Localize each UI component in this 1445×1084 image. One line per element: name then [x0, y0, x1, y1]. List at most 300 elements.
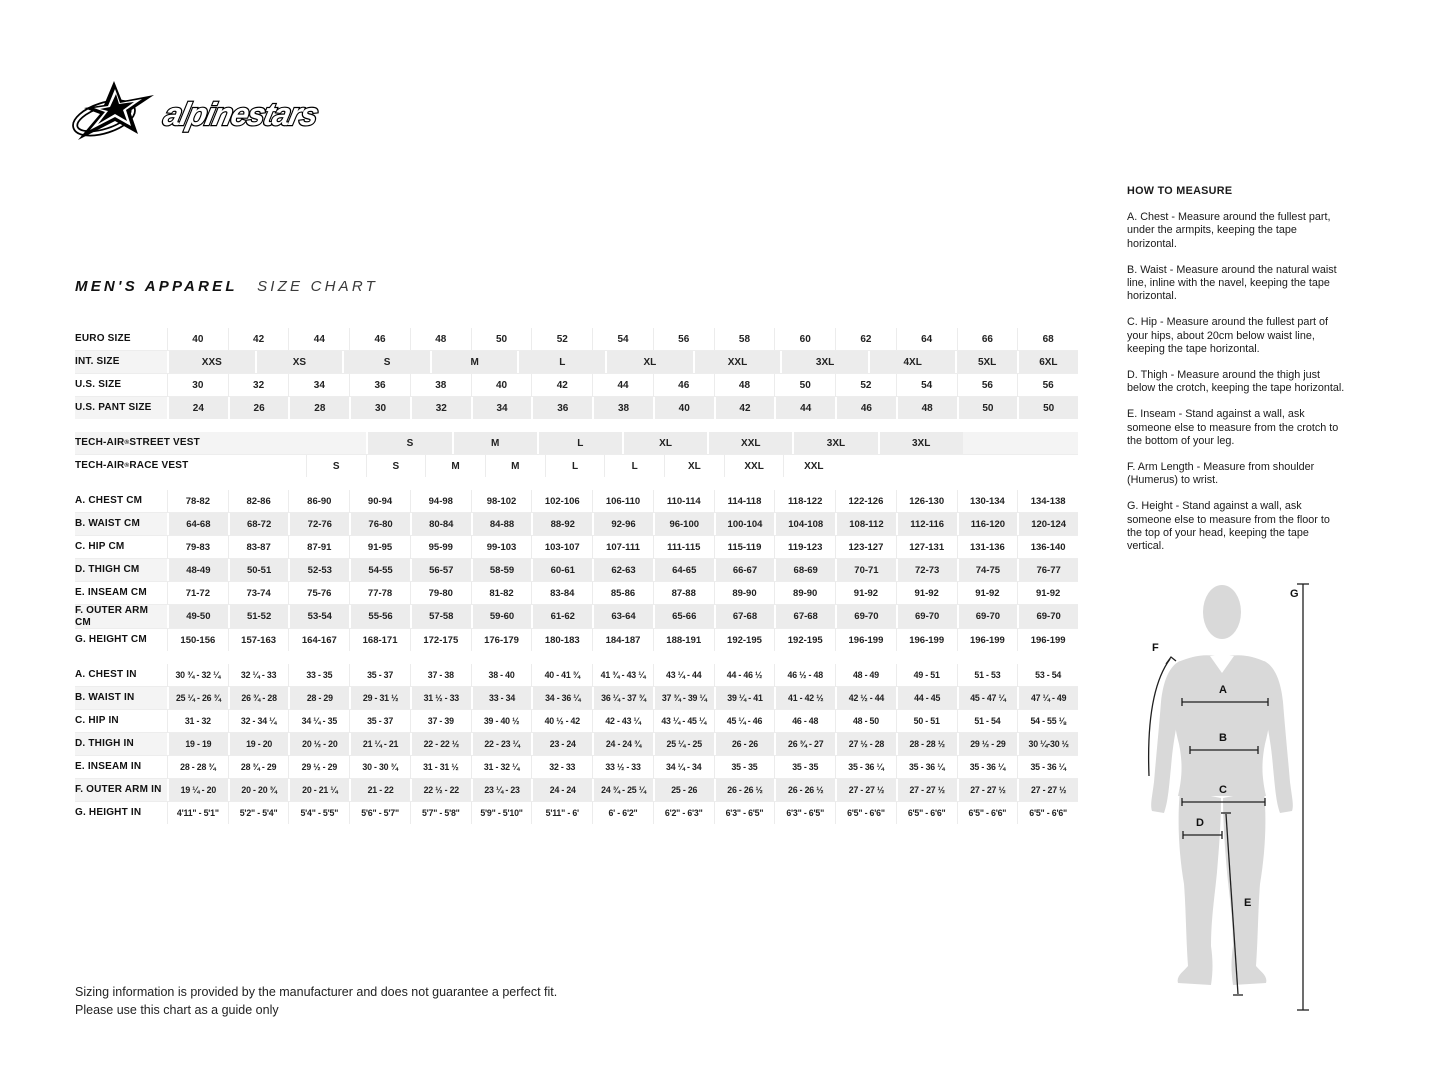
size-cell: 91-92: [835, 582, 896, 604]
size-cell: 104-108: [774, 513, 835, 535]
table-row: [75, 396, 1078, 419]
size-cell: 192-195: [774, 629, 835, 651]
size-cell: 6'2" - 6'3": [653, 802, 714, 824]
size-cell: 31 - 31 ½: [410, 756, 471, 778]
size-cell: 79-80: [410, 582, 471, 604]
size-cell: 27 - 27 ½: [1017, 779, 1078, 801]
figure-label-arm: F: [1152, 642, 1159, 654]
size-cell: 45 - 47 ¼: [957, 687, 1018, 709]
size-cell: 30: [167, 374, 228, 396]
size-cell: 127-131: [896, 536, 957, 558]
size-cell: 91-92: [896, 582, 957, 604]
row-label: C. HIP IN: [75, 715, 119, 727]
size-cell: 35 - 37: [349, 664, 410, 686]
row-label: TECH-AIR ® STREET VEST: [75, 437, 200, 449]
size-cell: 51 - 53: [957, 664, 1018, 686]
size-cell: 5'4" - 5'5": [288, 802, 349, 824]
size-cell: 3XL: [780, 351, 868, 373]
size-cell: 56: [957, 374, 1018, 396]
size-cell: 35 - 37: [349, 710, 410, 732]
figure-label-waist: B: [1219, 732, 1227, 744]
size-cell: 56: [653, 328, 714, 350]
size-cell: 6' - 6'2": [592, 802, 653, 824]
size-cell: 30 ¼-30 ½: [1017, 733, 1078, 755]
size-cell: 4XL: [868, 351, 956, 373]
size-cell: 123-127: [835, 536, 896, 558]
size-cell: 54 - 55 ⅛: [1017, 710, 1078, 732]
size-cell: 23 - 24: [531, 733, 592, 755]
size-cell: 41 ¾ - 43 ¼: [592, 664, 653, 686]
tech-air-rows: [75, 432, 1078, 477]
size-cell: 27 - 27 ½: [835, 779, 896, 801]
footer-line-1: Sizing information is provided by the manufacturer and does not guarantee a perfect fit.: [75, 985, 558, 999]
size-cell: 98-102: [471, 490, 532, 512]
size-cell: 196-199: [835, 629, 896, 651]
figure-label-inseam: E: [1244, 897, 1252, 909]
size-cell: 28 - 28 ½: [896, 733, 957, 755]
size-cell: 75-76: [288, 582, 349, 604]
how-to-measure-panel: [1127, 185, 1347, 566]
size-cell: 28 ¾ - 29: [228, 756, 289, 778]
size-cell: 58: [714, 328, 775, 350]
size-cell: 106-110: [592, 490, 653, 512]
table-row: [75, 454, 1078, 477]
size-cell: 34: [471, 397, 532, 419]
size-cell: S: [366, 455, 426, 477]
table-row: [75, 801, 1078, 824]
size-cell: 91-95: [349, 536, 410, 558]
size-cell: 89-90: [714, 582, 775, 604]
row-label: B. WAIST CM: [75, 518, 140, 530]
table-row: [75, 432, 1078, 454]
figure-label-hip: C: [1219, 784, 1227, 796]
size-cell: 48: [896, 397, 957, 419]
size-cell: L: [517, 351, 605, 373]
size-cell: 40: [167, 328, 228, 350]
size-cell: 50: [774, 374, 835, 396]
size-cell: 30 ¾ - 32 ¼: [167, 664, 228, 686]
size-cell: 116-120: [957, 513, 1018, 535]
size-cell: 3XL: [878, 432, 963, 454]
size-cell: 180-183: [531, 629, 592, 651]
size-cell: 44: [774, 397, 835, 419]
size-cell: 30: [349, 397, 410, 419]
size-cell: 69-70: [957, 605, 1018, 628]
size-cell: 48 - 49: [835, 664, 896, 686]
size-cell: 44 - 46 ½: [714, 664, 775, 686]
size-cell: S: [342, 351, 430, 373]
size-cell: 22 ½ - 22: [410, 779, 471, 801]
size-cell: XS: [255, 351, 343, 373]
empty-cell: [843, 455, 1078, 477]
size-cell: 22 - 23 ¼: [471, 733, 532, 755]
size-cell: 76-80: [349, 513, 410, 535]
size-cell: 157-163: [228, 629, 289, 651]
size-cell: 96-100: [653, 513, 714, 535]
size-cell: 48: [410, 328, 471, 350]
size-cell: 50-51: [228, 559, 289, 581]
size-cell: 24: [167, 397, 228, 419]
size-cell: 40 ½ - 42: [531, 710, 592, 732]
size-cell: 26 ¾ - 27: [774, 733, 835, 755]
size-cell: 50: [471, 328, 532, 350]
size-cell: 81-82: [471, 582, 532, 604]
size-cell: 115-119: [714, 536, 775, 558]
table-row: [75, 709, 1078, 732]
size-cell: 29 - 31 ½: [349, 687, 410, 709]
measure-item-F: F. Arm Length - Measure from shoulder (Humerus) to wrist.: [1127, 461, 1315, 487]
size-cell: 33 - 35: [288, 664, 349, 686]
size-cell: 80-84: [410, 513, 471, 535]
size-cell: 38: [592, 397, 653, 419]
empty-cell: [963, 432, 1078, 454]
size-cell: 25 ¼ - 25: [653, 733, 714, 755]
size-cell: 130-134: [957, 490, 1018, 512]
size-cell: 86-90: [288, 490, 349, 512]
size-cell: 34 ¼ - 34: [653, 756, 714, 778]
size-cell: 19 - 20: [228, 733, 289, 755]
size-cell: 118-122: [774, 490, 835, 512]
size-cell: 37 ¾ - 39 ¼: [653, 687, 714, 709]
size-cell: 48-49: [167, 559, 228, 581]
size-cell: 22 - 22 ½: [410, 733, 471, 755]
size-cell: 41 - 42 ½: [774, 687, 835, 709]
size-cell: 95-99: [410, 536, 471, 558]
size-cell: 42: [714, 397, 775, 419]
size-cell: 72-76: [288, 513, 349, 535]
size-cell: 46: [653, 374, 714, 396]
size-cell: 68-72: [228, 513, 289, 535]
row-label: F. OUTER ARM IN: [75, 784, 162, 796]
size-cell: 26: [228, 397, 289, 419]
size-cell: 5'11" - 6': [531, 802, 592, 824]
size-cell: 6'5" - 6'6": [957, 802, 1018, 824]
size-cell: 172-175: [410, 629, 471, 651]
size-cell: 27 - 27 ½: [896, 779, 957, 801]
measure-item-G: G. Height - Stand against a wall, ask someone else to measure from the floor to the top of your head, keeping the tape vertical.: [1127, 500, 1330, 553]
size-cell: 36: [531, 397, 592, 419]
size-cell: 68: [1017, 328, 1078, 350]
how-to-measure-items: [1127, 211, 1347, 553]
size-cell: 59-60: [471, 605, 532, 628]
table-row: [75, 558, 1078, 581]
size-cell: 28 - 28 ¾: [167, 756, 228, 778]
size-cell: 19 ¼ - 20: [167, 779, 228, 801]
size-cell: 25 - 26: [653, 779, 714, 801]
size-cell: 39 - 40 ½: [471, 710, 532, 732]
size-cell: 54: [896, 374, 957, 396]
size-cell: 50: [1017, 397, 1078, 419]
size-cell: 34: [288, 374, 349, 396]
size-cell: 26 - 26 ½: [774, 779, 835, 801]
size-cell: 32: [228, 374, 289, 396]
measure-item-E: E. Inseam - Stand against a wall, ask someone else to measure from the crotch to the bottom of your leg.: [1127, 408, 1339, 447]
size-cell: 46: [349, 328, 410, 350]
page-title: [75, 278, 378, 295]
size-cell: 3XL: [792, 432, 877, 454]
size-cell: 69-70: [835, 605, 896, 628]
table-row: [75, 328, 1078, 350]
size-cell: 33 - 34: [471, 687, 532, 709]
size-cell: 136-140: [1017, 536, 1078, 558]
measurement-rows-cm: [75, 490, 1078, 651]
size-cell: 103-107: [531, 536, 592, 558]
size-cell: XXL: [783, 455, 843, 477]
row-label: EURO SIZE: [75, 333, 131, 345]
size-cell: 32: [410, 397, 471, 419]
size-cell: 70-71: [835, 559, 896, 581]
size-cell: 43 ¼ - 44: [653, 664, 714, 686]
size-cell: 5XL: [955, 351, 1016, 373]
size-cell: 164-167: [288, 629, 349, 651]
size-cell: 66: [957, 328, 1018, 350]
size-cell: 53 - 54: [1017, 664, 1078, 686]
size-cell: M: [430, 351, 518, 373]
size-cell: XL: [605, 351, 693, 373]
size-cell: 51 - 54: [957, 710, 1018, 732]
size-cell: 55-56: [349, 605, 410, 628]
table-row: [75, 490, 1078, 512]
size-cell: L: [545, 455, 605, 477]
measure-item-C: C. Hip - Measure around the fullest part of your hips, about 20cm below waist line, keeping the tape horizontal.: [1127, 316, 1329, 355]
size-cell: 68-69: [774, 559, 835, 581]
size-cell: 36: [349, 374, 410, 396]
size-cell: 60: [774, 328, 835, 350]
size-cell: 60-61: [531, 559, 592, 581]
size-cell: 43 ¼ - 45 ¼: [653, 710, 714, 732]
size-cell: 111-115: [653, 536, 714, 558]
size-cell: 44 - 45: [896, 687, 957, 709]
row-label: A. CHEST CM: [75, 495, 143, 507]
size-cell: 40: [471, 374, 532, 396]
size-cell: XXL: [724, 455, 784, 477]
size-cell: 83-87: [228, 536, 289, 558]
size-cell: 20 ½ - 20: [288, 733, 349, 755]
body-measurement-figure: [1140, 572, 1440, 1032]
size-cell: 91-92: [957, 582, 1018, 604]
empty-cell: [188, 455, 305, 477]
size-cell: 62: [835, 328, 896, 350]
size-cell: 61-62: [531, 605, 592, 628]
size-cell: 6'5" - 6'6": [896, 802, 957, 824]
size-cell: 5'6" - 5'7": [349, 802, 410, 824]
alpinestars-star-icon: [71, 81, 154, 140]
footer-line-2: Please use this chart as a guide only: [75, 1003, 279, 1017]
row-label: INT. SIZE: [75, 356, 120, 368]
size-cell: 5'7" - 5'8": [410, 802, 471, 824]
size-cell: 32 - 33: [531, 756, 592, 778]
size-cell: 73-74: [228, 582, 289, 604]
size-cell: 188-191: [653, 629, 714, 651]
size-cell: 90-94: [349, 490, 410, 512]
size-cell: 27 ½ - 28: [835, 733, 896, 755]
size-cell: 88-92: [531, 513, 592, 535]
size-cell: 52: [835, 374, 896, 396]
size-cell: 102-106: [531, 490, 592, 512]
size-cell: 46 ½ - 48: [774, 664, 835, 686]
size-cell: 64-65: [653, 559, 714, 581]
measure-item-B: B. Waist - Measure around the natural waist line, inline with the navel, keeping the tape horizontal.: [1127, 263, 1337, 303]
row-label: U.S. SIZE: [75, 379, 122, 391]
size-cell: 78-82: [167, 490, 228, 512]
size-cell: 20 - 20 ¾: [228, 779, 289, 801]
row-label: A. CHEST IN: [75, 669, 137, 681]
table-row: [75, 732, 1078, 755]
table-row: [75, 350, 1078, 373]
figure-label-chest: A: [1219, 684, 1227, 696]
size-cell: 46: [835, 397, 896, 419]
size-cell: XL: [622, 432, 707, 454]
size-cell: 91-92: [1017, 582, 1078, 604]
size-cell: 83-84: [531, 582, 592, 604]
size-cell: 6'5" - 6'6": [835, 802, 896, 824]
size-cell: 49 - 51: [896, 664, 957, 686]
size-cell: 34 ¼ - 35: [288, 710, 349, 732]
size-cell: 100-104: [714, 513, 775, 535]
table-row: [75, 755, 1078, 778]
size-cell: 35 - 36 ¼: [835, 756, 896, 778]
size-cell: 37 - 38: [410, 664, 471, 686]
size-cell: 35 - 36 ¼: [957, 756, 1018, 778]
size-cell: XXL: [707, 432, 792, 454]
size-cell: L: [604, 455, 664, 477]
size-cell: 126-130: [896, 490, 957, 512]
size-cell: 99-103: [471, 536, 532, 558]
size-cell: 37 - 39: [410, 710, 471, 732]
size-cell: 67-68: [714, 605, 775, 628]
size-cell: 192-195: [714, 629, 775, 651]
size-cell: 87-88: [653, 582, 714, 604]
size-cell: 21 - 22: [349, 779, 410, 801]
size-cell: 122-126: [835, 490, 896, 512]
size-cell: 28: [288, 397, 349, 419]
size-cell: M: [452, 432, 537, 454]
table-row: [75, 664, 1078, 686]
size-cell: 50: [957, 397, 1018, 419]
size-cell: 77-78: [349, 582, 410, 604]
row-label: U.S. PANT SIZE: [75, 402, 152, 414]
size-cell: 46 - 48: [774, 710, 835, 732]
size-cell: S: [366, 432, 451, 454]
row-label: G. HEIGHT CM: [75, 634, 147, 646]
size-cell: 19 - 19: [167, 733, 228, 755]
size-cell: 67-68: [774, 605, 835, 628]
size-cell: 54-55: [349, 559, 410, 581]
size-cell: 42 - 43 ¼: [592, 710, 653, 732]
size-cell: S: [306, 455, 366, 477]
size-cell: 51-52: [228, 605, 289, 628]
size-cell: 42 ½ - 44: [835, 687, 896, 709]
size-cell: 196-199: [957, 629, 1018, 651]
size-cell: 69-70: [1017, 605, 1078, 628]
size-cell: 56-57: [410, 559, 471, 581]
size-cell: 32 ¼ - 33: [228, 664, 289, 686]
size-cell: 35 - 35: [774, 756, 835, 778]
row-label: D. THIGH CM: [75, 564, 140, 576]
size-cell: 26 - 26: [714, 733, 775, 755]
table-row: [75, 512, 1078, 535]
page-title-sub: SIZE CHART: [257, 278, 378, 295]
row-label: E. INSEAM CM: [75, 587, 147, 599]
size-cell: 28 - 29: [288, 687, 349, 709]
size-cell: XXS: [167, 351, 255, 373]
size-cell: 64-68: [167, 513, 228, 535]
size-cell: 49-50: [167, 605, 228, 628]
size-cell: 20 - 21 ¼: [288, 779, 349, 801]
size-cell: 38: [410, 374, 471, 396]
how-to-measure-title: HOW TO MEASURE: [1127, 185, 1233, 197]
size-cell: 48 - 50: [835, 710, 896, 732]
size-cell: 52-53: [288, 559, 349, 581]
table-row: [75, 604, 1078, 628]
size-cell: 6XL: [1017, 351, 1078, 373]
size-cell: 82-86: [228, 490, 289, 512]
size-cell: 23 ¼ - 23: [471, 779, 532, 801]
size-cell: 57-58: [410, 605, 471, 628]
size-cell: 5'9" - 5'10": [471, 802, 532, 824]
row-label: B. WAIST IN: [75, 692, 135, 704]
size-cell: 24 - 24: [531, 779, 592, 801]
size-cell: 112-116: [896, 513, 957, 535]
size-cell: M: [425, 455, 485, 477]
size-cell: M: [485, 455, 545, 477]
size-cell: 52: [531, 328, 592, 350]
measure-item-D: D. Thigh - Measure around the thigh just below the crotch, keeping the tape horizontal.: [1127, 369, 1345, 395]
alpinestars-logo: [70, 80, 330, 142]
size-cell: 4'11" - 5'1": [167, 802, 228, 824]
size-cell: 89-90: [774, 582, 835, 604]
size-cell: 66-67: [714, 559, 775, 581]
size-cell: 54: [592, 328, 653, 350]
size-cell: 131-136: [957, 536, 1018, 558]
row-label: F. OUTER ARM CM: [75, 605, 149, 628]
size-cell: 119-123: [774, 536, 835, 558]
size-cell: 35 - 35: [714, 756, 775, 778]
table-row: [75, 581, 1078, 604]
size-cell: 24 ¾ - 25 ¼: [592, 779, 653, 801]
size-cell: 45 ¼ - 46: [714, 710, 775, 732]
size-cell: 71-72: [167, 582, 228, 604]
size-cell: 44: [288, 328, 349, 350]
size-cell: 35 - 36 ¼: [896, 756, 957, 778]
size-cell: 63-64: [592, 605, 653, 628]
row-label: D. THIGH IN: [75, 738, 134, 750]
size-cell: 72-73: [896, 559, 957, 581]
size-cell: 114-118: [714, 490, 775, 512]
size-cell: 36 ¼ - 37 ¾: [592, 687, 653, 709]
size-cell: 42: [228, 328, 289, 350]
row-label: TECH-AIR ® RACE VEST: [75, 460, 189, 472]
size-cell: 29 ½ - 29: [957, 733, 1018, 755]
size-cell: 31 - 32: [167, 710, 228, 732]
table-row: [75, 778, 1078, 801]
size-cell: 87-91: [288, 536, 349, 558]
page-title-main: MEN'S APPAREL: [75, 278, 238, 295]
size-cell: L: [537, 432, 622, 454]
size-cell: 25 ¼ - 26 ¾: [167, 687, 228, 709]
size-cell: 85-86: [592, 582, 653, 604]
size-cell: 58-59: [471, 559, 532, 581]
row-label: E. INSEAM IN: [75, 761, 142, 773]
table-row: [75, 535, 1078, 558]
size-cell: 39 ¼ - 41: [714, 687, 775, 709]
row-label: C. HIP CM: [75, 541, 125, 553]
size-cell: 74-75: [957, 559, 1018, 581]
empty-cell: [200, 432, 366, 454]
size-cell: 6'3" - 6'5": [774, 802, 835, 824]
size-cell: 134-138: [1017, 490, 1078, 512]
measure-item-A: A. Chest - Measure around the fullest part, under the armpits, keeping the tape horizontal.: [1127, 211, 1331, 250]
